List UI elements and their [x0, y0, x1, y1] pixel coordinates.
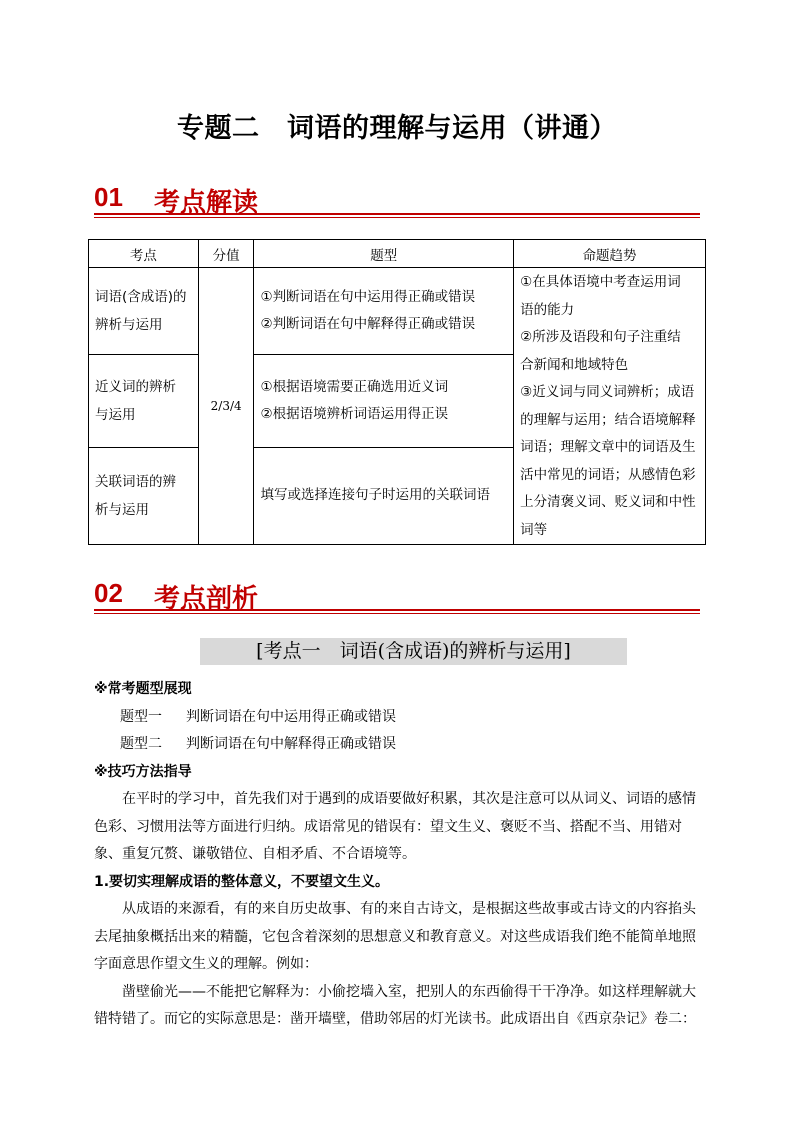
- section-number: 01: [94, 182, 123, 212]
- section-header-2: [94, 578, 700, 614]
- question-type-label: 题型一: [120, 708, 162, 725]
- section-rule-thin: [94, 217, 700, 218]
- section-title: 考点解读: [154, 188, 259, 218]
- header-cell: 命题趋势: [514, 240, 706, 268]
- subheading-question-types: ※常考题型展现: [94, 681, 192, 697]
- question-type-label: 题型二: [120, 736, 162, 752]
- header-cell: 分值: [198, 240, 254, 268]
- table-header-row: [89, 240, 706, 268]
- header-cell: 考点: [89, 240, 199, 268]
- question-type-text: 判断词语在句中解释得正确或错误: [186, 736, 396, 752]
- exam-point-banner: [考点一 词语(含成语)的辨析与运用]: [200, 638, 627, 665]
- subheading-skills: ※技巧方法指导: [94, 763, 192, 780]
- section-rule: [94, 213, 700, 215]
- types-cell: 填写或选择连接句子时运用的关联词语: [254, 447, 514, 544]
- point-cell: 词语(含成语)的 辨析与运用: [89, 268, 199, 355]
- exam-points-table: [88, 239, 706, 545]
- header-cell: 题型: [254, 240, 514, 268]
- paragraph: 在平时的学习中，首先我们对于遇到的成语要做好积累，其次是注意可以从词义、词语的感情色彩、习惯用法等方面进行归纳。成语常见的错误有：望文生义、褒贬不当、搭配不当、用错对象、重复冗赘、谦敬错位、自相矛盾、不合语境等。: [94, 791, 696, 862]
- trend-cell: ①在具体语境中考查运用词 语的能力 ②所涉及语段和句子注重结 合新闻和地域特色 ③近义词与同义词辨析；成语 的理解与运用；结合语境解释 词语；理解文章中的词语及生 活中常见的词语；从感情色彩 上分清褒义词、贬义词和中性 词等: [514, 268, 706, 545]
- point-cell: 近义词的辨析 与运用: [89, 355, 199, 447]
- paragraph: 凿壁偷光——不能把它解释为：小偷挖墙入室，把别人的东西偷得干干净净。如这样理解就大错特错了。而它的实际意思是：凿开墙壁，借助邻居的灯光读书。此成语出自《西京杂记》卷二：: [94, 983, 696, 1027]
- section-number: 02: [94, 578, 123, 608]
- point-cell: 关联词语的辨 析与运用: [89, 447, 199, 544]
- types-cell: ①判断词语在句中运用得正确或错误 ②判断词语在句中解释得正确或错误: [254, 268, 514, 355]
- content-body: [94, 676, 706, 1034]
- types-cell: ①根据语境需要正确选用近义词 ②根据语境辨析词语运用得正误: [254, 355, 514, 447]
- page-title: 专题二 词语的理解与运用（讲通）: [177, 113, 617, 144]
- section-rule-thin: [94, 613, 700, 614]
- paragraph: 从成语的来源看，有的来自历史故事、有的来自古诗文，是根据这些故事或古诗文的内容掐头去尾抽象概括出来的精髓，它包含着深刻的思想意义和教育意义。对这些成语我们绝不能简单地照字面意思作望文生义的理解。例如：: [94, 901, 696, 972]
- table-row: [89, 268, 706, 355]
- section-rule: [94, 609, 700, 611]
- section-header-1: [94, 182, 700, 218]
- score-cell: 2/3/4: [198, 268, 254, 545]
- question-type-item: [94, 731, 706, 759]
- question-type-text: 判断词语在句中运用得正确或错误: [186, 708, 396, 725]
- point-heading: 1.要切实理解成语的整体意义，不要望文生义。: [94, 873, 390, 890]
- section-title: 考点剖析: [154, 584, 259, 614]
- question-type-item: [94, 704, 706, 732]
